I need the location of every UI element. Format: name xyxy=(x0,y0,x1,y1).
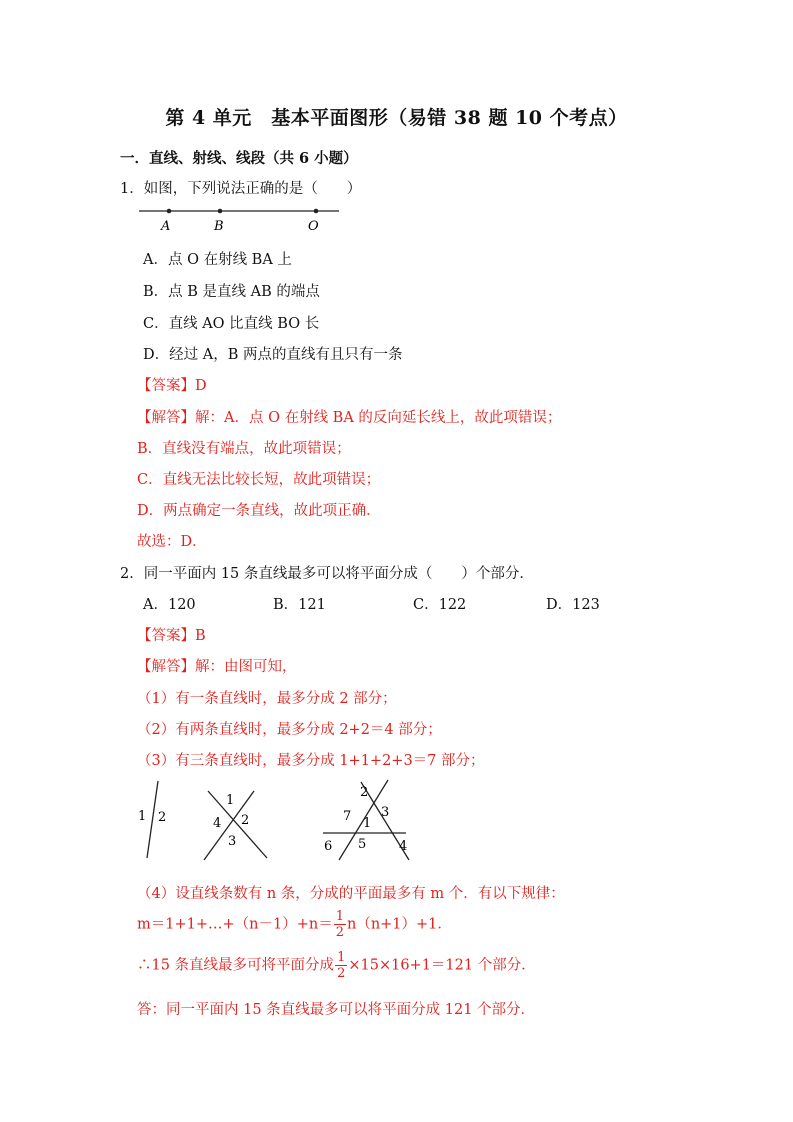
region-label: 4 xyxy=(213,816,222,831)
region-label: 2 xyxy=(158,810,167,825)
question-1-option-a: A．点 O 在射线 BA 上 xyxy=(143,252,292,268)
region-label: 2 xyxy=(360,785,369,800)
region-label: 5 xyxy=(358,837,367,852)
question-1-solution-line: B．直线没有端点，故此项错误； xyxy=(137,441,351,457)
region-label: 3 xyxy=(381,805,390,820)
question-2-solution-line: （1）有一条直线时，最多分成 2 部分； xyxy=(137,691,397,707)
point-b-label: B xyxy=(214,219,224,234)
question-1-option-b: B．点 B 是直线 AB 的端点 xyxy=(143,284,320,300)
fraction-numerator: 1 xyxy=(337,950,346,965)
region-label: 1 xyxy=(363,816,372,831)
calculation-left: ∴15 条直线最多可将平面分成 xyxy=(137,957,335,974)
question-2-option-b: B．121 xyxy=(273,597,326,613)
question-2-answer: 【答案】B xyxy=(137,628,206,644)
question-1-conclusion: 故选：D． xyxy=(137,534,207,550)
region-label: 1 xyxy=(138,809,147,824)
region-label: 7 xyxy=(343,809,352,824)
question-1-option-d: D．经过 A，B 两点的直线有且只有一条 xyxy=(143,347,403,363)
one-half-fraction xyxy=(334,910,346,939)
question-2-solution-line: 【解答】解：由图可知， xyxy=(137,659,297,675)
page-title: 第 4 单元 基本平面图形（易错 38 题 10 个考点） xyxy=(165,107,628,129)
question-1-answer: 【答案】D xyxy=(137,378,207,394)
point-a-dot xyxy=(167,209,172,214)
question-2-solution-line: （4）设直线条数有 n 条，分成的平面最多有 m 个．有以下规律： xyxy=(137,886,565,902)
question-2-option-a: A．120 xyxy=(143,597,196,613)
point-b-dot xyxy=(218,209,223,214)
fraction-denominator: 2 xyxy=(335,925,344,940)
question-1-option-c: C．直线 AO 比直线 BO 长 xyxy=(143,316,320,332)
question-2-calculation xyxy=(137,951,536,980)
line-figure xyxy=(136,202,346,236)
region-label: 2 xyxy=(241,813,250,828)
two-lines-figure xyxy=(204,791,267,860)
region-label: 6 xyxy=(324,839,333,854)
question-2-formula xyxy=(137,910,452,939)
region-label: 1 xyxy=(226,793,235,808)
question-2-solution-line: （3）有三条直线时，最多分成 1+1+2+3＝7 部分； xyxy=(137,753,485,769)
question-1-solution-line: 【解答】解：A．点 O 在射线 BA 的反向延长线上，故此项错误； xyxy=(137,410,562,426)
three-lines-figure xyxy=(323,780,409,860)
question-2-stem: 2．同一平面内 15 条直线最多可以将平面分成（ ）个部分． xyxy=(120,566,534,582)
question-1-solution-line: C．直线无法比较长短，故此项错误； xyxy=(137,472,381,488)
plane-division-figures xyxy=(130,776,430,866)
region-label: 3 xyxy=(228,834,237,849)
question-2-option-c: C．122 xyxy=(413,597,467,613)
question-2-solution-line: （2）有两条直线时，最多分成 2+2＝4 部分； xyxy=(137,722,442,738)
point-o-label: O xyxy=(308,219,319,234)
point-o-dot xyxy=(314,209,319,214)
question-2-option-d: D．123 xyxy=(546,597,600,613)
one-half-fraction xyxy=(335,951,347,980)
figure-line xyxy=(147,781,158,858)
one-line-figure xyxy=(138,781,166,858)
point-a-label: A xyxy=(161,219,171,234)
question-1-solution-line: D．两点确定一条直线，故此项正确． xyxy=(137,503,381,519)
formula-right: n（n+1）+1． xyxy=(346,916,452,933)
question-1-stem: 1．如图，下列说法正确的是（ ） xyxy=(120,181,362,197)
section-heading: 一．直线、射线、线段（共 6 小题） xyxy=(120,150,358,167)
region-label: 4 xyxy=(399,839,408,854)
fraction-denominator: 2 xyxy=(337,966,346,981)
fraction-numerator: 1 xyxy=(335,909,344,924)
formula-left: m＝1+1+…+（n－1）+n＝ xyxy=(137,916,333,933)
question-2-final-answer: 答：同一平面内 15 条直线最多可以将平面分成 121 个部分． xyxy=(137,1002,536,1018)
calculation-right: ×15×16+1＝121 个部分． xyxy=(348,957,536,974)
